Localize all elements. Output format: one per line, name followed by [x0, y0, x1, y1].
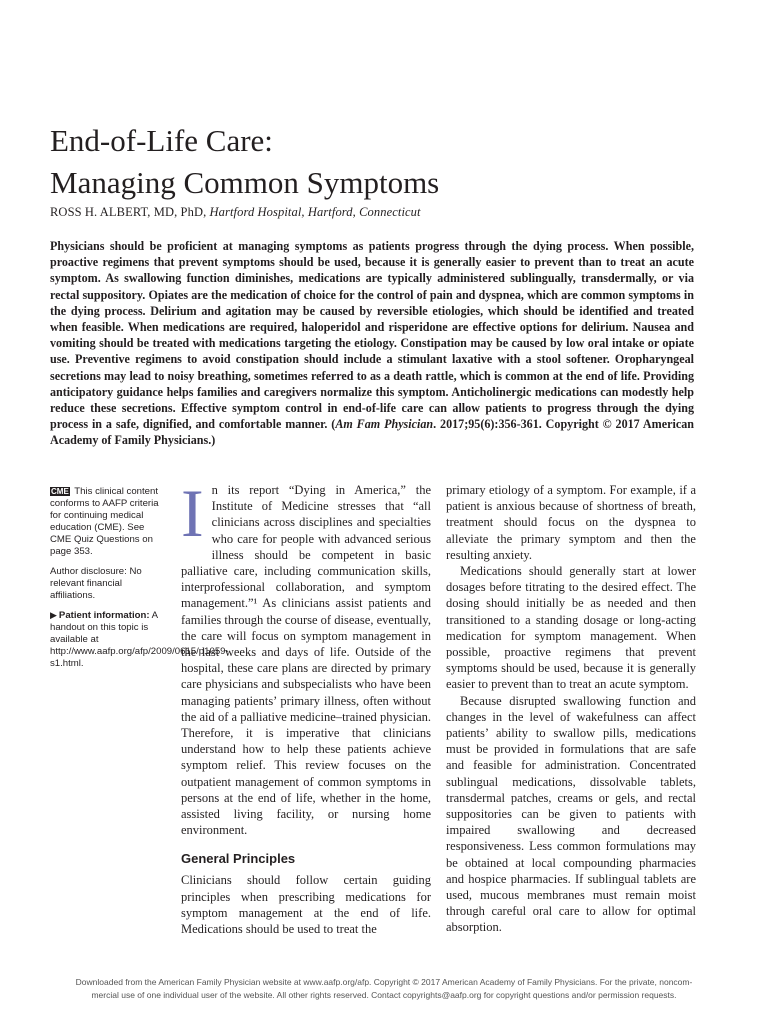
patient-info-label: Patient information:: [58, 609, 150, 621]
intro-text: n its report “Dying in America,” the Institute of Medicine stresses that “all clinicians across disciplines and specialties who care for people with advanced serious illness should be competent in basic palliative care, including communication skills, interprofessional collaboration, and symptom management.”¹ As clinicians assist patients and families through the course of disease, eventually, the care will focus on symptom management in the last weeks and days of life. Outside of the hospital, these care plans are directed by primary care physicians and subspecialists who have been managing patients’ primary illness, often without the aid of a palliative medicine–trained physician. Therefore, it is imperative that clinicians understand how to help these patients achieve symptom relief. This review focuses on the outpatient management of common symptoms in persons at the end of life, whether in the home, assisted living facility, or nursing home environment.: [181, 483, 431, 838]
citation-open: (: [327, 417, 336, 432]
section-heading-general-principles: General Principles: [181, 851, 296, 867]
general-principles-paragraph-2: Medications should generally start at lower dosages before titrating to the desired effect. The dosing should initially be as needed and then transitioned to a standing dosage or long-acting medication for symptom management. When possible, proactive regimens that prevent symptoms should be used, because it is generally easier to prevent than to treat an acute symptom.: [446, 564, 696, 692]
copyright-footer: [30, 976, 738, 1002]
patient-info-text: A handout on this topic is available at http://www.aafp.org/afp/2009/0615/p1059-s1.html.: [50, 609, 229, 670]
footer-line-2: mercial use of one individual user of the website. All other rights reserved. Contact copyrights@aafp.org for copyright questions and/or permission requests.: [91, 990, 677, 1000]
triangle-right-icon: ▶: [50, 609, 57, 620]
author-name: ROSS H. ALBERT, MD, PhD,: [50, 205, 210, 219]
author-disclosure: Author disclosure: No relevant financial affiliations.: [50, 565, 142, 601]
byline: [50, 205, 710, 220]
citation-details: . 2017;95(6):356-361. Copyright © 2017 American Academy of Family Physicians.): [50, 417, 694, 448]
title-line-1: End-of-Life Care:: [50, 123, 273, 158]
body-column-1: [181, 475, 431, 937]
body-column-2: [446, 482, 696, 936]
abstract-body: Physicians should be proficient at managing symptoms as patients progress through the dying process. When possible, proactive regimens that prevent symptoms should be used, because it is generally easier to prevent than to treat an acute symptom. As swallowing function diminishes, medications are typically administered sublingually, transdermally, or via rectal suppository. Opiates are the medication of choice for the control of pain and dyspnea, which are common symptoms in the dying process. Delirium and agitation may be caused by reversible etiologies, which should be identified and treated when feasible. When medications are required, haloperidol and risperidone are effective options for delirium. Nausea and vomiting should be treated with medications targeting the etiology. Constipation may be caused by low oral intake or opiate use. Preventive regimens to avoid constipation should include a stimulant laxative with a stool softener. Oropharyngeal secretions may lead to noisy breathing, sometimes referred to as a death rattle, which is common at the end of life. Providing anticipatory guidance helps families and caregivers normalize this symptom. Anticholinergic medications can modestly help reduce these secretions. Effective symptom control in end-of-life care can allow patients to progress through the dying process in a safe, dignified, and comfortable manner.: [50, 239, 694, 432]
general-principles-paragraph-1a: Clinicians should follow certain guiding principles when prescribing medications for symptom management at the end of life. Medications should be used to treat the: [181, 873, 431, 937]
sidebar-notes: [50, 486, 229, 677]
author-affiliation: Hartford Hospital, Hartford, Connecticut: [209, 205, 421, 219]
general-principles-paragraph-3: Because disrupted swallowing function and changes in the level of wakefulness can affect patients’ ability to swallow pills, medications must be provided in formulations that are safe and feasible for administration. Concentrated sublingual medications, dissolvable tablets, transdermal patches, creams or gels, and rectal suppositories can be given to patients with impaired swallowing and decreased responsiveness. Less common formulations may be obtained at local compounding pharmacies and hospice pharmacies. If sublingual tablets are used, mucous membranes must remain moist through careful oral care to allow for optimal absorption.: [446, 693, 696, 935]
cme-note: [50, 486, 168, 559]
general-principles-paragraph-1b: primary etiology of a symptom. For example, if a patient is anxious because of shortness of breath, treatment should focus on the dyspnea to alleviate the primary symptom and then the resulting anxiety.: [446, 483, 696, 562]
intro-paragraph: [181, 475, 431, 838]
citation-journal: Am Fam Physician: [335, 417, 434, 432]
cme-badge: CME: [51, 487, 69, 496]
footer-line-1: Downloaded from the American Family Physician website at www.aafp.org/afp. Copyright © 2017 American Academy of Family Physicians. For the private, noncom-: [75, 977, 693, 987]
title-line-2: Managing Common Symptoms: [50, 165, 440, 200]
patient-info-note: [50, 609, 229, 670]
article-title: [50, 120, 710, 204]
cme-text: This clinical content conforms to AAFP criteria for continuing medical education (CME). See CME Quiz Questions on page 353.: [50, 486, 159, 558]
drop-cap: I: [181, 475, 204, 551]
abstract: [50, 238, 694, 449]
